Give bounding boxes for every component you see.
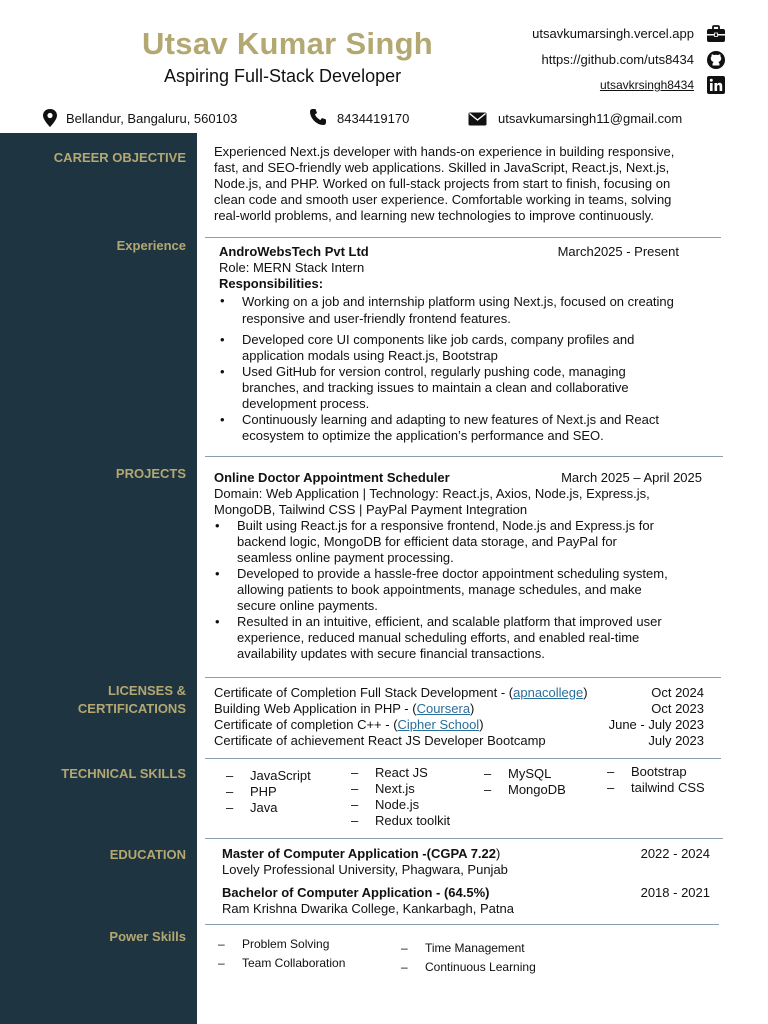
education-entry: Master of Computer Application -(CGPA 7.22) 2022 - 2024 [222,846,710,861]
career-objective-label: CAREER OBJECTIVE [53,150,186,165]
education-label: EDUCATION [109,847,186,862]
skill-item: – MySQL [484,766,566,782]
education-years: 2022 - 2024 [640,846,710,861]
school: Lovely Professional University, Phagwara, Punjab [222,862,508,877]
envelope-icon [468,112,487,126]
list-item: • Built using React.js for a responsive frontend, Node.js and Express.js for backend logic, MongoDB for efficient data storage, and PayPal for seamless online payment processing. [213,518,713,566]
objective-line: Node.js, and PHP. Worked on full-stack projects from start to finish, focusing on [214,176,671,191]
briefcase-icon [706,24,726,44]
power-skill-item: – Team Collaboration [218,954,345,973]
skill-item: – React JS [351,765,450,781]
responsibilities-label: Responsibilities: [219,276,324,291]
certifications-list [214,685,704,749]
project-domain: MongoDB, Tailwind CSS | PayPal Payment Integration [214,502,528,517]
projects-label: PROJECTS [115,466,186,481]
project-entry [214,470,702,518]
power-skills-column-1 [218,935,345,973]
list-item: Certificate of Completion Full Stack Development - (apnacollege) Oct 2024 [214,685,704,700]
skills-column-4 [607,764,705,796]
power-skill-item: – Continuous Learning [401,958,536,977]
skill-item: – JavaScript [226,768,311,784]
list-item: • Working on a job and internship platform using Next.js, focused on creating responsive and user-friendly frontend features. [218,293,718,327]
cert-date: Oct 2024 [651,685,704,700]
objective-line: clean code and smooth user experience. Comfortable working in teams, solving [214,192,672,207]
list-item: Certificate of completion C++ - (Cipher School) June - July 2023 [214,717,704,732]
phone-text: 8434419170 [337,111,410,126]
github-icon [706,50,726,70]
list-item: Building Web Application in PHP - (Coursera) Oct 2023 [214,701,704,716]
cert-date: June - July 2023 [608,717,704,732]
linkedin-icon [707,76,725,94]
project-title: Online Doctor Appointment Scheduler [214,470,450,485]
education-years: 2018 - 2021 [640,885,710,900]
cipher-school-link[interactable]: Cipher School [397,717,480,732]
experience-entry [219,244,679,292]
skill-item: – Next.js [351,781,450,797]
skill-item: – Java [226,800,311,816]
email-text[interactable]: utsavkumarsingh11@gmail.com [498,111,683,126]
resume-subtitle: Aspiring Full-Stack Developer [164,66,402,86]
education-list [222,846,710,917]
phone-icon [309,108,327,126]
list-item: • Used GitHub for version control, regularly pushing code, managing branches, and tracking issues to maintain a clean and collaborative development process. [218,364,718,412]
objective-line: fast, and SEO-friendly web applications. Skilled in JavaScript, React.js, Next.js, [214,160,670,175]
education-entry [222,885,710,901]
licenses-label-line1: LICENSES & [107,683,186,698]
skill-item: – PHP [226,784,311,800]
responsibilities-list [218,293,718,444]
power-skill-item: – Time Management [401,939,536,958]
school: Ram Krishna Dwarika College, Kankarbagh, Patna [222,901,514,916]
skill-item: – Bootstrap [607,764,705,780]
location-pin-icon [41,108,59,128]
objective-line: real-world problems, and learning new technologies to improve continuously. [214,208,654,223]
licenses-label-line2: CERTIFICATIONS [77,701,186,716]
experience-role: Role: MERN Stack Intern [219,260,365,275]
divider [205,924,719,925]
power-skills-label: Power Skills [109,929,186,944]
experience-label: Experience [116,238,186,253]
list-item: • Resulted in an intuitive, efficient, and scalable platform that improved user experience, reduced manual scheduling efforts, and enabled real-time availability updates with secure financial transactions. [213,614,713,662]
divider [205,838,723,839]
divider [205,758,721,759]
skill-item: – Redux toolkit [351,813,450,829]
github-link[interactable]: https://github.com/uts8434 [541,52,694,67]
address-text: Bellandur, Bangaluru, 560103 [66,111,238,126]
portfolio-link[interactable]: utsavkumarsingh.vercel.app [532,26,694,41]
apnacollege-link[interactable]: apnacollege [513,685,584,700]
divider [205,237,721,238]
degree: Bachelor of Computer Application - (64.5%) [222,885,490,900]
divider [205,677,721,678]
skill-item: – tailwind CSS [607,780,705,796]
linkedin-link[interactable]: utsavkrsingh8434 [599,78,694,92]
power-skills-column-2 [401,939,536,977]
divider [205,456,723,457]
power-skill-item: – Problem Solving [218,935,345,954]
cert-date: July 2023 [648,733,704,748]
coursera-link[interactable]: Coursera [416,701,471,716]
skill-item: – Node.js [351,797,450,813]
skill-item: – MongoDB [484,782,566,798]
objective-line: Experienced Next.js developer with hands-on experience in building responsive, [214,144,675,159]
sidebar [0,133,197,1024]
list-item: • Developed to provide a hassle-free doctor appointment scheduling system, allowing patients to book appointments, manage schedules, and make secure online payments. [213,566,713,614]
list-item: Certificate of achievement React JS Developer Bootcamp July 2023 [214,733,704,748]
list-item: • Continuously learning and adapting to new features of Next.js and React ecosystem to optimize the application’s performance and SEO. [218,412,718,444]
project-domain: Domain: Web Application | Technology: React.js, Axios, Node.js, Express.js, [214,486,650,501]
degree: Master of Computer Application -(CGPA 7.22 [222,846,496,861]
project-dates: March 2025 – April 2025 [561,470,702,485]
resume-name: Utsav Kumar Singh [142,26,434,61]
cert-date: Oct 2023 [651,701,704,716]
technical-skills-label: TECHNICAL SKILLS [61,766,186,781]
project-bullets [213,518,713,662]
list-item: • Developed core UI components like job cards, company profiles and application modals using React.js, Bootstrap [218,332,718,364]
career-objective-text [214,144,724,224]
skills-column-3 [484,766,566,798]
skills-column-2 [351,765,450,829]
skills-column-1 [226,768,311,816]
experience-dates: March2025 - Present [557,244,679,259]
company-name: AndroWebsTech Pvt Ltd [219,244,369,259]
